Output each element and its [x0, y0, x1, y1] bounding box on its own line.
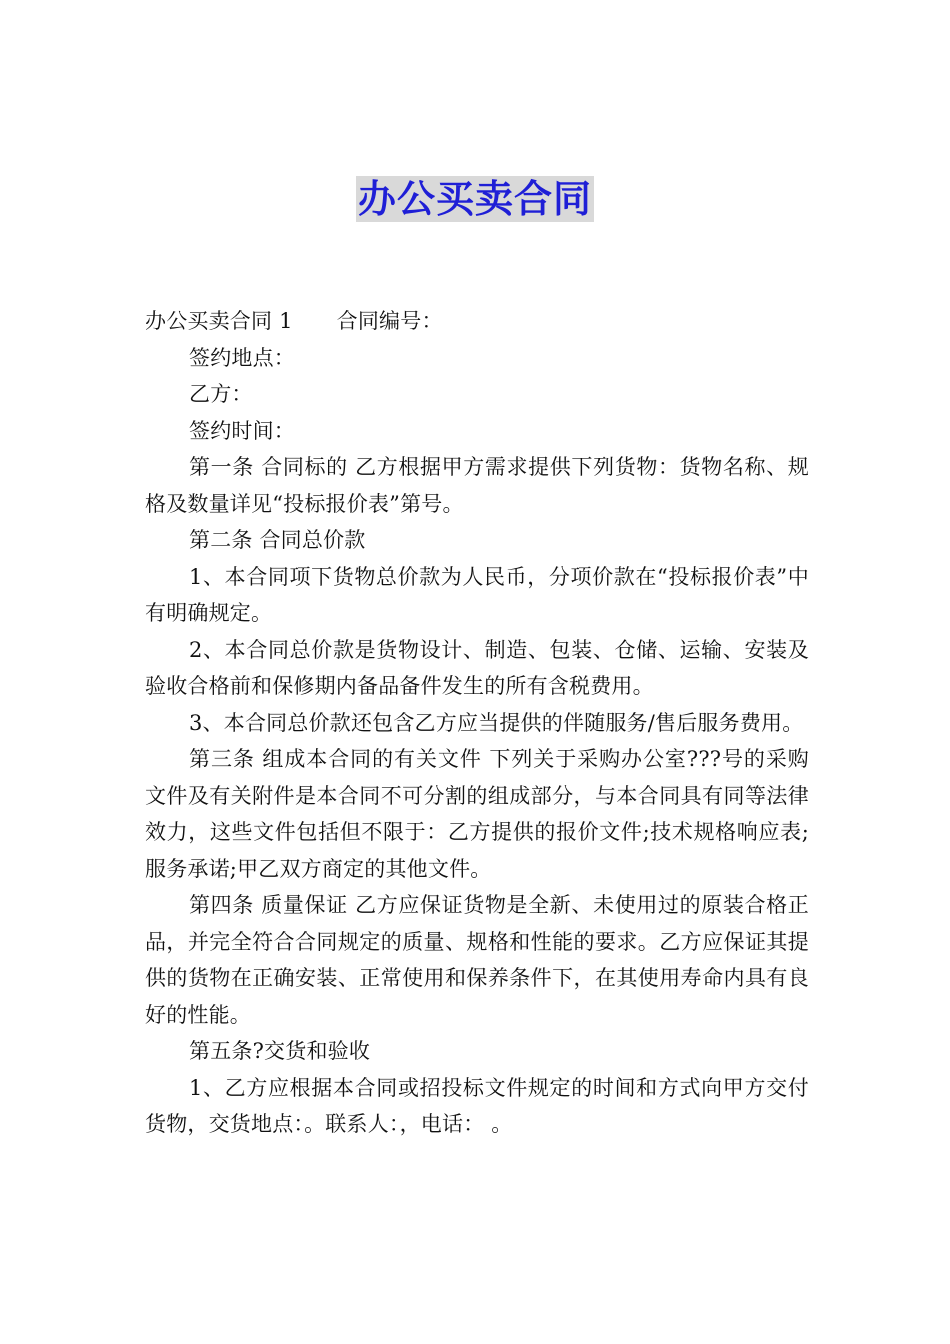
- paragraph-article-4: 第四条 质量保证 乙方应保证货物是全新、未使用过的原装合格正品，并完全符合合同规定的质量、规格和性能的要求。乙方应保证其提供的货物在正确安装、正常使用和保养条件下，在其使用寿命内具有良好的性能。: [145, 893, 809, 1027]
- paragraph-article-2-item-2: 2、本合同总价款是货物设计、制造、包装、仓储、运输、安装及验收合格前和保修期内备品备件发生的所有含税费用。: [145, 637, 809, 698]
- paragraph-article-2-item-1: 1、本合同项下货物总价款为人民币，分项价款在“投标报价表”中有明确规定。: [145, 564, 809, 625]
- paragraph-article-5-heading: 第五条?交货和验收: [189, 1039, 371, 1063]
- paragraph-article-2-item-3: 3、本合同总价款还包含乙方应当提供的伴随服务/售后服务费用。: [189, 710, 804, 735]
- paragraph-signing-time: 签约时间：: [189, 418, 295, 443]
- paragraph-article-2-heading: 第二条 合同总价款: [189, 528, 366, 552]
- contract-header-line: [145, 303, 809, 340]
- contract-number-label: 合同编号：: [336, 309, 443, 333]
- document-body: [145, 303, 809, 1143]
- paragraph-article-5-item-1: 1、乙方应根据本合同或招投标文件规定的时间和方式向甲方交付货物，交货地点：。联系人：，电话： 。: [145, 1075, 809, 1136]
- paragraph-article-3: 第三条 组成本合同的有关文件 下列关于采购办公室???号的采购文件及有关附件是本合同不可分割的组成部分，与本合同具有同等法律效力，这些文件包括但不限于：乙方提供的报价文件;技术规格响应表;服务承诺;甲乙双方商定的其他文件。: [145, 747, 809, 881]
- title-wrap: [0, 176, 950, 222]
- document-title: 办公买卖合同: [357, 177, 592, 221]
- contract-name: 办公买卖合同 1: [145, 309, 293, 333]
- paragraph-signing-place: 签约地点：: [189, 345, 295, 370]
- paragraph-article-1: 第一条 合同标的 乙方根据甲方需求提供下列货物：货物名称、规格及数量详见“投标报价表”第号。: [145, 455, 809, 516]
- paragraph-party-b: 乙方：: [189, 382, 253, 406]
